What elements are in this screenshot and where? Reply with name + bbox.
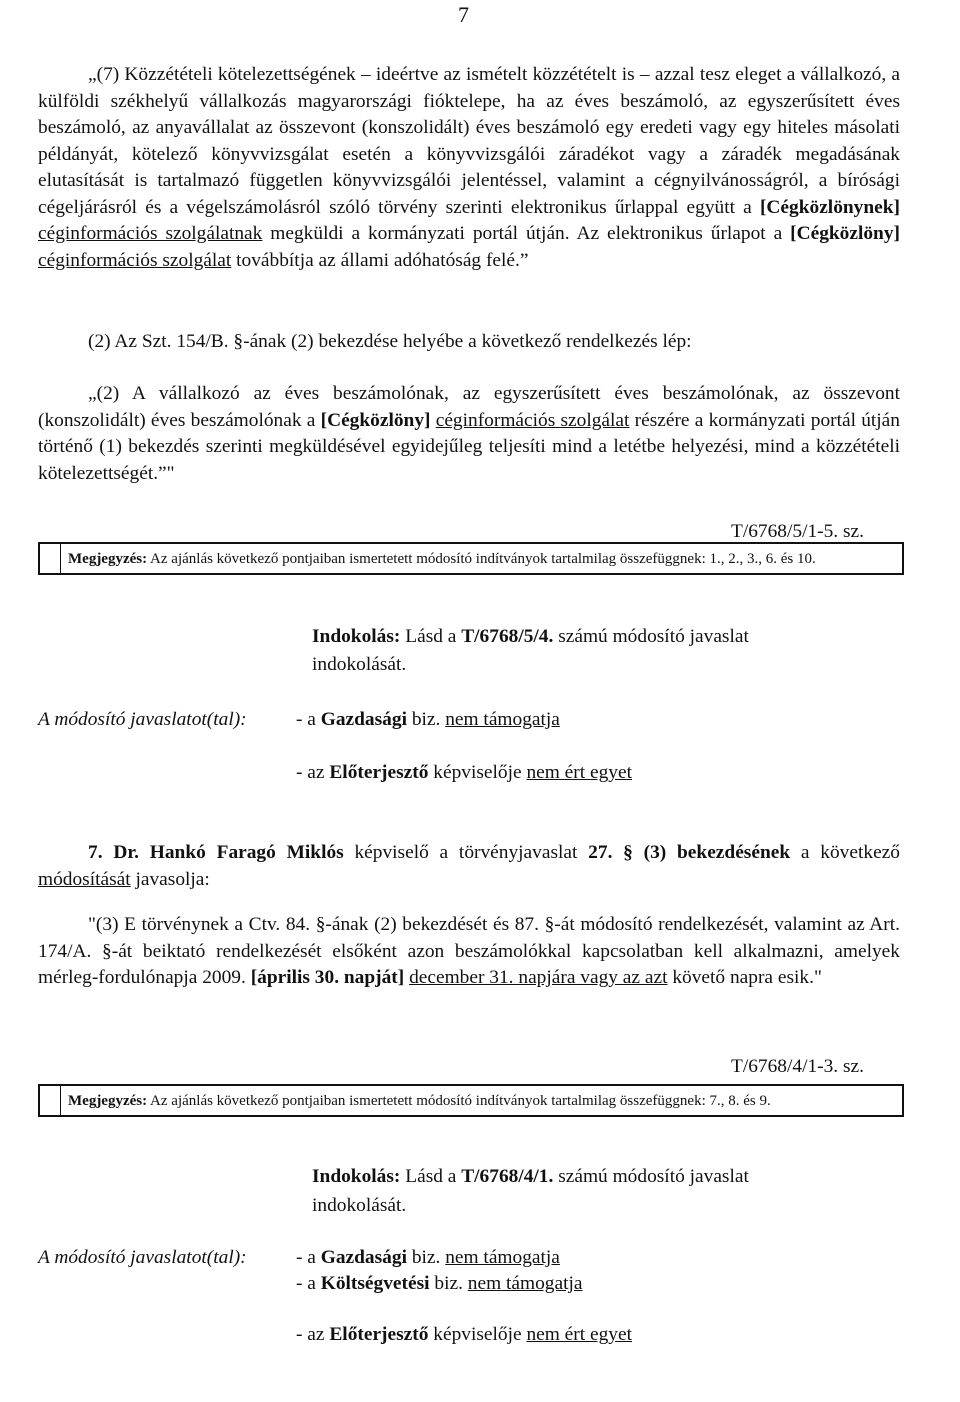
underlined-text: módosítását bbox=[38, 868, 131, 890]
note-text: Az ajánlás következő pontjaiban ismertetett módosító indítványok tartalmilag összefüggnek: 7., 8. és 9. bbox=[147, 1093, 771, 1109]
text-run: - az bbox=[296, 762, 330, 783]
text-run: javasolja: bbox=[130, 868, 210, 890]
text-run: követő napra esik." bbox=[667, 967, 822, 988]
text-run: képviselő a törvényjavaslat bbox=[343, 842, 589, 863]
note-box bbox=[38, 1084, 904, 1117]
text-run: képviselője bbox=[428, 1324, 527, 1345]
presenter-name: Előterjesztő bbox=[329, 1324, 429, 1345]
text-run: „(7) Közzétételi kötelezettségének – ideértve az ismételt közzétételt is – azzal tesz eleget a vállalkozó, a külföldi székhelyű vállalkozás magyarországi fióktelepe, ha az éves beszámoló, az egyszerűsített éves beszámoló, az anyavállalat az összevont (konszolidált) éves beszámoló egy eredeti vagy egy hiteles másolati példányát, kötelező könyvvizsgálat esetén a könyvvizsgálói záradékot vagy a záradék megadásának elutasítását is tartalmazó független könyvvizsgálói jelentéssel, valamint a cégnyilvánosságról, a bírósági cégeljárásról és a végelszámolásról szóló törvény szerinti elektronikus űrlappal együtt a bbox=[38, 64, 900, 218]
text-run: - a bbox=[296, 709, 321, 730]
text-run: - az bbox=[296, 1324, 330, 1345]
justification-continued: indokolását. bbox=[312, 1195, 407, 1216]
committee-position bbox=[296, 707, 560, 733]
position-text: nem támogatja bbox=[445, 1247, 560, 1268]
justification bbox=[312, 1164, 749, 1190]
presenter-name: Előterjesztő bbox=[329, 762, 429, 783]
underlined-text: céginformációs szolgálatnak bbox=[38, 223, 263, 244]
bold-text: [Cégközlöny] bbox=[320, 409, 431, 431]
text-run: Lásd a bbox=[400, 626, 462, 647]
text-run: Lásd a bbox=[400, 1166, 462, 1187]
position-text: nem ért egyet bbox=[526, 1324, 632, 1345]
proposal-support-label: A módosító javaslatot(tal): bbox=[38, 709, 247, 730]
paragraph-3-text bbox=[38, 912, 900, 992]
committee-name: Gazdasági bbox=[320, 1247, 407, 1268]
bold-text: [Cégközlönynek] bbox=[759, 196, 900, 218]
note-label: Megjegyzés: bbox=[68, 1093, 148, 1109]
underlined-text: céginformációs szolgálat bbox=[38, 249, 232, 271]
text-run: számú módosító javaslat bbox=[553, 1166, 749, 1187]
justification-label: Indokolás: bbox=[312, 1166, 401, 1187]
text-run: - a bbox=[296, 1247, 321, 1268]
underlined-text: céginformációs szolgálat bbox=[435, 409, 630, 431]
committee-name: Gazdasági bbox=[320, 709, 407, 730]
paragraph-2-text bbox=[38, 381, 900, 487]
justification-reference: T/6768/4/1. bbox=[461, 1166, 554, 1187]
text-run: megküldi a kormányzati portál útján. Az elektronikus űrlapot a bbox=[262, 223, 791, 244]
document-reference: T/6768/4/1-3. sz. bbox=[730, 1056, 864, 1077]
text-run: számú módosító javaslat bbox=[553, 626, 749, 647]
section-reference: 27. § (3) bekezdésének bbox=[588, 842, 791, 863]
representative-name: Hankó Faragó Miklós bbox=[149, 842, 344, 863]
text-run bbox=[139, 842, 150, 863]
text-run: továbbítja az állami adóhatóság felé.” bbox=[231, 249, 529, 271]
bold-text: [április 30. napját] bbox=[250, 967, 405, 988]
text-run: képviselője bbox=[428, 762, 527, 783]
position-text: nem ért egyet bbox=[526, 762, 632, 783]
bold-text: [Cégközlöny] bbox=[790, 223, 900, 244]
text-run: "(3) E törvénynek a Ctv. 84. §-ának (2) bekezdését és 87. §-át módosító rendelkezését, valamint az Art. 174/A. §-át beiktató rendelkezését elsőként azon beszámolókkal kapcsolatban kell alkalmazni, amelyek mérleg-fordulónapja 2009. bbox=[38, 914, 900, 988]
note-label: Megjegyzés: bbox=[68, 551, 148, 567]
justification-continued: indokolását. bbox=[312, 654, 407, 675]
item-7-heading bbox=[38, 840, 900, 893]
paragraph-7 bbox=[38, 62, 900, 274]
note-text: Az ajánlás következő pontjaiban ismertetett módosító indítványok tartalmilag összefüggnek: 1., 2., 3., 6. és 10. bbox=[147, 551, 816, 567]
page-number: 7 bbox=[458, 2, 469, 27]
paragraph-2-intro: (2) Az Szt. 154/B. §-ának (2) bekezdése helyébe a következő rendelkezés lép: bbox=[88, 331, 692, 352]
text-run: biz. bbox=[406, 709, 446, 730]
position-text: nem támogatja bbox=[467, 1273, 583, 1294]
position-text: nem támogatja bbox=[445, 709, 560, 730]
text-run: biz. bbox=[429, 1273, 468, 1294]
text-run: biz. bbox=[406, 1247, 446, 1268]
item-number: 7. Dr. bbox=[88, 842, 139, 863]
text-run: részére a kormányzati portál útján történő (1) bekezdés szerinti megküldésével egyidejűleg teljesíti mind a letétbe helyezési, mind a közzétételi kötelezettségét.”" bbox=[38, 409, 900, 484]
justification-label: Indokolás: bbox=[312, 626, 401, 647]
justification-reference: T/6768/5/4. bbox=[461, 626, 554, 647]
text-run: - a bbox=[296, 1273, 321, 1294]
document-reference: T/6768/5/1-5. sz. bbox=[730, 521, 864, 542]
underlined-text: december 31. napjára vagy az azt bbox=[409, 967, 668, 988]
committee-name: Költségvetési bbox=[320, 1273, 430, 1294]
presenter-position bbox=[296, 760, 632, 786]
text-run: „(2) A vállalkozó az éves beszámolónak, az egyszerűsített éves beszámolónak, az összevont (konszolidált) éves beszámolónak a bbox=[38, 383, 900, 431]
committee-position bbox=[296, 1245, 560, 1271]
proposal-support-label: A módosító javaslatot(tal): bbox=[38, 1247, 247, 1268]
justification bbox=[312, 624, 749, 650]
committee-position bbox=[296, 1271, 582, 1297]
note-box bbox=[38, 542, 904, 575]
presenter-position bbox=[296, 1322, 632, 1348]
text-run: a következő bbox=[790, 842, 900, 863]
